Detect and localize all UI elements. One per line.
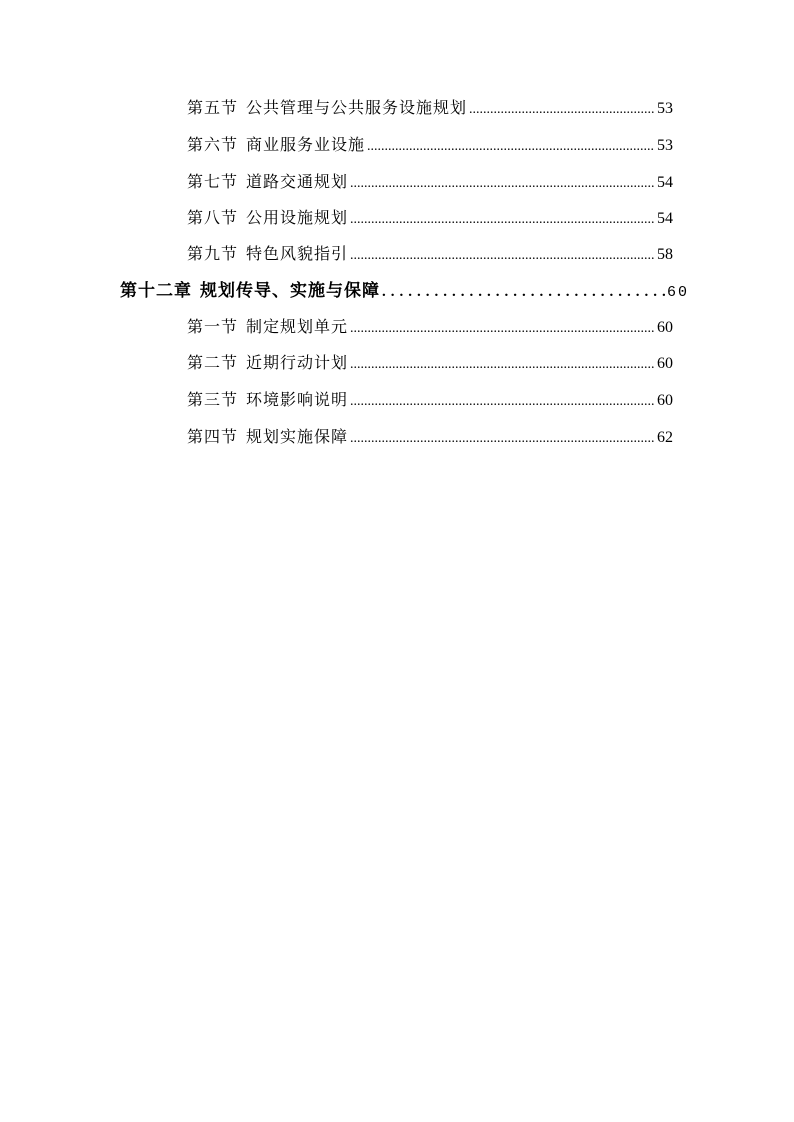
toc-entry-label bbox=[187, 132, 365, 158]
toc-entry-page: 60 bbox=[666, 284, 689, 301]
toc-entry-section-1[interactable] bbox=[187, 314, 673, 340]
toc-entry-section-4[interactable] bbox=[187, 424, 673, 450]
toc-entry-label bbox=[187, 314, 348, 340]
toc-entry-number: 第七节 bbox=[187, 172, 239, 191]
toc-entry-title: 公共管理与公共服务设施规划 bbox=[246, 98, 468, 117]
toc-entry-number: 第十二章 bbox=[120, 281, 192, 301]
toc-entry-title: 规划实施保障 bbox=[246, 427, 349, 446]
toc-entry-page: 54 bbox=[657, 210, 673, 227]
toc-entry-title: 道路交通规划 bbox=[246, 172, 349, 191]
toc-entry-label bbox=[187, 424, 348, 450]
toc-entry-page: 53 bbox=[657, 100, 673, 117]
toc-leader-dots bbox=[350, 316, 655, 342]
toc-leader-dots bbox=[367, 134, 655, 160]
toc-leader-dots bbox=[350, 352, 655, 378]
toc-entry-section-7[interactable] bbox=[187, 169, 673, 195]
toc-entry-number: 第一节 bbox=[187, 317, 239, 336]
toc-leader-dots bbox=[350, 171, 655, 197]
toc-entry-number: 第六节 bbox=[187, 135, 239, 154]
toc-entry-page: 60 bbox=[657, 392, 673, 409]
toc-entry-section-5[interactable] bbox=[187, 95, 673, 121]
toc-leader-dots bbox=[350, 243, 655, 269]
toc-entry-number: 第九节 bbox=[187, 244, 239, 263]
toc-entry-label bbox=[187, 205, 348, 231]
toc-entry-label bbox=[187, 387, 348, 413]
toc-entry-section-8[interactable] bbox=[187, 205, 673, 231]
toc-entry-number: 第五节 bbox=[187, 98, 239, 117]
toc-entry-page: 58 bbox=[657, 246, 673, 263]
toc-leader-dots bbox=[350, 426, 655, 452]
toc-entry-page: 60 bbox=[657, 355, 673, 372]
toc-leader-dots bbox=[469, 97, 655, 123]
toc-entry-number: 第二节 bbox=[187, 353, 239, 372]
toc-entry-page: 53 bbox=[657, 137, 673, 154]
toc-entry-section-3[interactable] bbox=[187, 387, 673, 413]
toc-entry-section-6[interactable] bbox=[187, 132, 673, 158]
toc-leader-dots bbox=[382, 279, 665, 305]
toc-leader-dots bbox=[350, 389, 655, 415]
toc-leader-dots bbox=[350, 207, 655, 233]
toc-entry-title: 公用设施规划 bbox=[246, 208, 349, 227]
toc-entry-title: 商业服务业设施 bbox=[246, 135, 366, 154]
toc-entry-title: 特色风貌指引 bbox=[246, 244, 349, 263]
toc-entry-number: 第八节 bbox=[187, 208, 239, 227]
toc-entry-page: 62 bbox=[657, 429, 673, 446]
toc-entry-label bbox=[120, 278, 380, 304]
toc-entry-label bbox=[187, 241, 348, 267]
toc-entry-section-2[interactable] bbox=[187, 350, 673, 376]
toc-entry-chapter-12[interactable] bbox=[120, 278, 689, 304]
toc-entry-section-9[interactable] bbox=[187, 241, 673, 267]
toc-entry-label bbox=[187, 169, 348, 195]
toc-entry-title: 规划传导、实施与保障 bbox=[200, 281, 380, 301]
toc-entry-page: 54 bbox=[657, 174, 673, 191]
toc-entry-label bbox=[187, 95, 467, 121]
toc-entry-number: 第三节 bbox=[187, 390, 239, 409]
toc-entry-title: 制定规划单元 bbox=[246, 317, 349, 336]
toc-entry-title: 近期行动计划 bbox=[246, 353, 349, 372]
toc-entry-number: 第四节 bbox=[187, 427, 239, 446]
toc-entry-label bbox=[187, 350, 348, 376]
toc-entry-title: 环境影响说明 bbox=[246, 390, 349, 409]
toc-entry-page: 60 bbox=[657, 319, 673, 336]
